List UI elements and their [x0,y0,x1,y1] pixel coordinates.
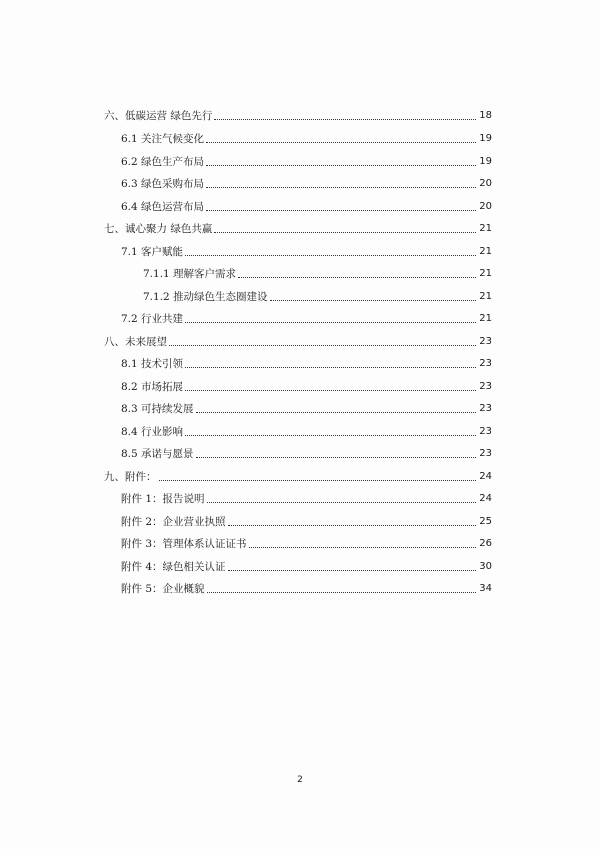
toc-entry[interactable] [143,263,492,281]
dot-leader [270,300,477,301]
toc-entry-page: 26 [479,538,492,549]
toc-entry-page: 23 [479,358,492,369]
toc-entry-title: 八、未来展望 [104,336,167,348]
toc-entry-title: 附件 4：绿色相关认证 [121,561,226,573]
toc-entry[interactable] [121,578,492,596]
toc-entry-page: 23 [479,381,492,392]
toc-entry-title: 附件 5：企业概貌 [121,583,205,595]
toc-entry[interactable] [143,286,492,304]
toc-entry-title: 九、附件： [104,471,157,483]
toc-entry[interactable] [121,151,492,169]
toc-entry[interactable] [121,353,492,371]
toc-entry-title: 7.1.1 理解客户需求 [143,268,237,280]
toc-entry[interactable] [121,488,492,506]
dot-leader [185,390,476,391]
toc-entry-title: 8.2 市场拓展 [121,381,184,393]
toc-entry-page: 21 [479,291,492,302]
toc-entry-page: 34 [479,583,492,594]
toc-entry-title: 附件 1：报告说明 [121,493,205,505]
toc-entry[interactable] [121,511,492,529]
toc-entry-title: 六、低碳运营 绿色先行 [104,110,213,122]
dot-leader [185,367,476,368]
toc-entry-page: 18 [479,110,492,121]
toc-entry-page: 24 [479,471,492,482]
toc-entry-title: 附件 2：企业营业执照 [121,516,226,528]
toc-entry[interactable] [104,466,492,484]
toc-entry[interactable] [104,105,492,123]
toc-entry[interactable] [121,556,492,574]
toc-entry-title: 7.1 客户赋能 [121,246,184,258]
toc-entry-page: 23 [479,448,492,459]
toc-entry-page: 23 [479,336,492,347]
toc-entry[interactable] [121,398,492,416]
dot-leader [228,525,477,526]
toc-entry-title: 6.2 绿色生产布局 [121,156,205,168]
page-number: 2 [297,775,303,785]
toc-entry-page: 21 [479,246,492,257]
dot-leader [214,232,476,233]
toc-entry[interactable] [121,376,492,394]
toc-entry[interactable] [121,421,492,439]
dot-leader [214,119,476,120]
toc-entry-page: 21 [479,313,492,324]
toc-entry-page: 19 [479,156,492,167]
toc-entry-title: 8.4 行业影响 [121,426,184,438]
toc-entry-title: 附件 3：管理体系认证证书 [121,538,247,550]
toc-entry-page: 25 [479,516,492,527]
toc-entry[interactable] [104,331,492,349]
dot-leader [169,345,476,346]
dot-leader [185,435,476,436]
toc-entry-page: 24 [479,493,492,504]
dot-leader [206,210,476,211]
toc-entry-title: 6.4 绿色运营布局 [121,201,205,213]
toc-entry[interactable] [121,173,492,191]
toc-entry-title: 8.3 可持续发展 [121,403,194,415]
dot-leader [206,165,476,166]
dot-leader [228,570,477,571]
dot-leader [185,322,476,323]
toc-entry[interactable] [121,196,492,214]
toc-entry-title: 6.1 关注气候变化 [121,133,205,145]
toc-entry-page: 23 [479,426,492,437]
toc-entry[interactable] [121,443,492,461]
toc-entry-page: 20 [479,201,492,212]
toc-entry[interactable] [121,308,492,326]
toc-entry-page: 19 [479,133,492,144]
toc-entry-page: 23 [479,403,492,414]
toc-entry-title: 7.2 行业共建 [121,313,184,325]
toc-entry-title: 七、诚心聚力 绿色共赢 [104,223,213,235]
dot-leader [207,592,477,593]
toc-entry-page: 21 [479,268,492,279]
dot-leader [206,187,476,188]
toc-entry-page: 21 [479,223,492,234]
toc-entry-title: 6.3 绿色采购布局 [121,178,205,190]
dot-leader [196,412,477,413]
dot-leader [207,502,477,503]
toc-entry-page: 30 [479,561,492,572]
dot-leader [249,547,477,548]
dot-leader [185,255,476,256]
toc-entry[interactable] [121,533,492,551]
dot-leader [238,277,476,278]
toc-entry-title: 8.1 技术引领 [121,358,184,370]
toc-entry[interactable] [121,128,492,146]
toc-entry-page: 20 [479,178,492,189]
dot-leader [159,480,477,481]
toc-entry-title: 7.1.2 推动绿色生态圈建设 [143,291,268,303]
dot-leader [206,142,476,143]
toc-entry[interactable] [104,218,492,236]
toc-entry[interactable] [121,241,492,259]
dot-leader [196,457,477,458]
toc-entry-title: 8.5 承诺与愿景 [121,448,194,460]
